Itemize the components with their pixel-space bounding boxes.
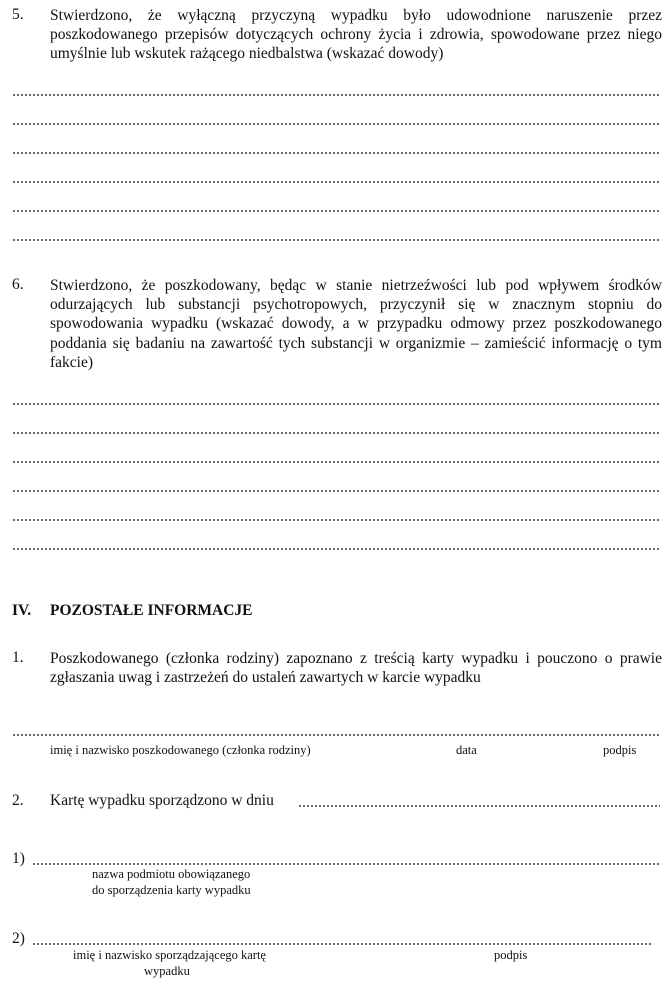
label-signature: podpis [603, 743, 637, 757]
preparer-name-signature-line[interactable] [32, 942, 652, 946]
answer-line[interactable] [12, 402, 660, 406]
answer-line[interactable] [12, 547, 660, 551]
preparer-label-line2: wypadku [144, 964, 190, 978]
entity-label-line2: do sporządzenia karty wypadku [92, 883, 251, 897]
item-2-number: 2. [12, 792, 24, 809]
answer-line[interactable] [12, 93, 660, 97]
name-date-signature-line[interactable] [12, 733, 660, 737]
preparer-label-line1: imię i nazwisko sporządzającego kartę [73, 948, 266, 962]
section-iv-numeral: IV. [12, 602, 32, 619]
section-iv-title: POZOSTAŁE INFORMACJE [50, 602, 253, 619]
entity-marker: 1) [12, 850, 25, 867]
answer-line[interactable] [12, 238, 660, 242]
answer-line[interactable] [12, 518, 660, 522]
answer-line[interactable] [12, 209, 660, 213]
label-date: data [456, 743, 477, 757]
section-6-number: 6. [12, 276, 24, 293]
date-prepared-line[interactable] [298, 804, 660, 808]
entity-label-line1: nazwa podmiotu obowiązanego [92, 867, 251, 881]
section-6-text: Stwierdzono, że poszkodowany, będąc w stanie nietrzeźwości lub pod wpływem środków odurzających lub substancji psychotropowych, przyczynił się w znacznym stopniu do spowodowania wypadku (wskazać dowody, a w przypadku odmowy przez poszkodowanego poddania się badaniu na zawartość tych substancji w organizmie – zamieścić informację o tym fakcie) [50, 277, 662, 371]
item-2-text: Kartę wypadku sporządzono w dniu [50, 792, 274, 809]
preparer-label-signature: podpis [494, 948, 528, 962]
answer-line[interactable] [12, 151, 660, 155]
answer-line[interactable] [12, 431, 660, 435]
answer-line[interactable] [12, 180, 660, 184]
section-5-number: 5. [12, 6, 24, 23]
answer-line[interactable] [12, 122, 660, 126]
label-injured-name: imię i nazwisko poszkodowanego (członka rodziny) [50, 743, 311, 757]
answer-line[interactable] [12, 489, 660, 493]
section-5-text: Stwierdzono, że wyłączną przyczyną wypadku było udowodnione naruszenie przez poszkodowanego przepisów dotyczących ochrony życia i zdrowia, spowodowane przez niego umyślnie lub wskutek rażącego niedbalstwa (wskazać dowody) [50, 7, 662, 63]
answer-line[interactable] [12, 460, 660, 464]
item-1-text: Poszkodowanego (członka rodziny) zapoznano z treścią karty wypadku i pouczono o prawie zgłaszania uwag i zastrzeżeń do ustaleń zawartych w karcie wypadku [50, 650, 662, 687]
preparer-marker: 2) [12, 930, 25, 947]
item-1-number: 1. [12, 649, 24, 666]
